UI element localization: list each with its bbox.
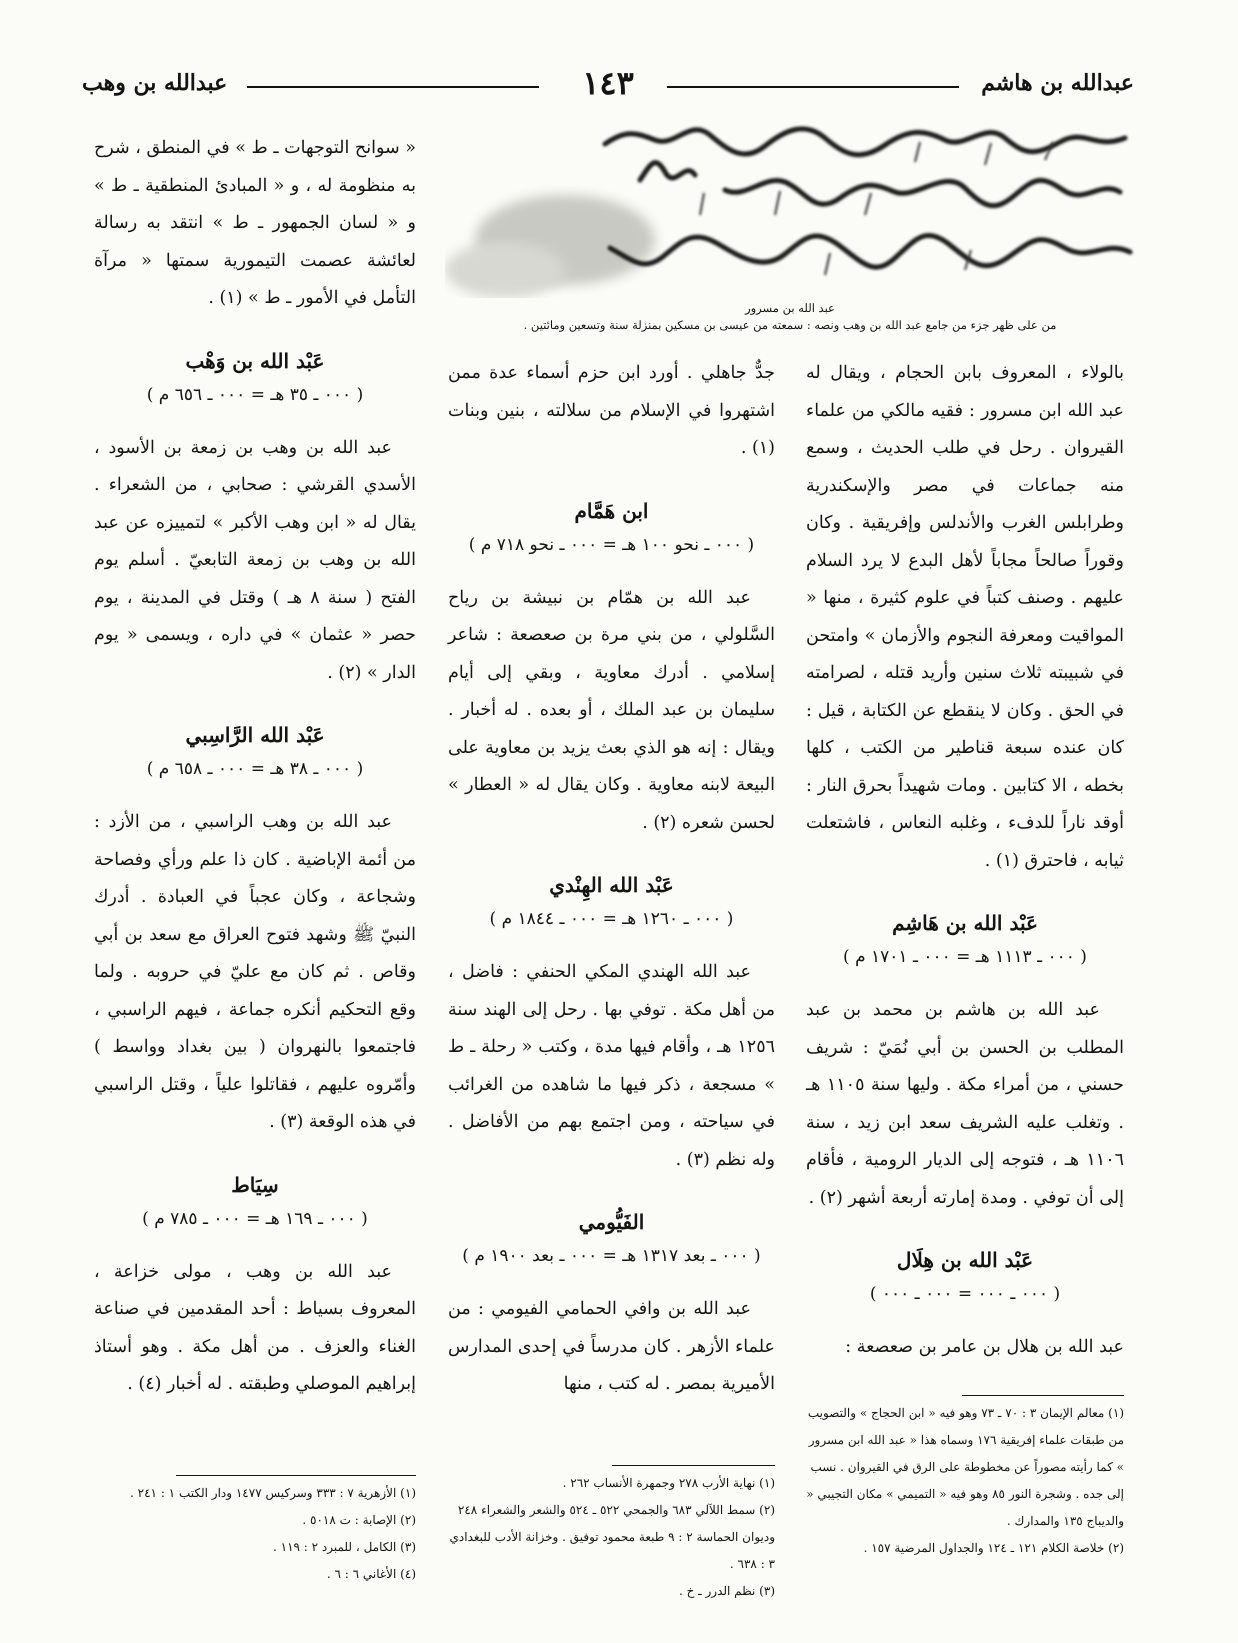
page-number: ١٤٣ xyxy=(582,64,634,102)
entry-title: عَبْد الله بن هِلَال xyxy=(896,1248,1034,1272)
entry-title: عَبْد الله بن هَاشِم xyxy=(892,911,1038,935)
entry-title: الفَيُّومي xyxy=(578,1210,645,1234)
entry-dates: ( ٠٠٠ ـ ١٢٦٠ هـ = ٠٠٠ ـ ١٨٤٤ م ) xyxy=(489,909,734,929)
column-middle xyxy=(448,355,775,1404)
entry-continuation: جدٌّ جاهلي . أورد ابن حزم أسماء عدة ممن اشتهروا في الإسلام من سلالته ، بنين وبنات (١) . xyxy=(448,363,775,458)
footnote: (٢) خلاصة الكلام ١٢١ ـ ١٢٤ والجداول المرضية ١٥٧ . xyxy=(863,1541,1124,1555)
footnote: (١) معالم الإيمان ٣ : ٧٠ ـ ٧٣ وهو فيه « ابن الحجاج » والتصويب من طبقات علماء إفريقية ١٧٦ وسماه هذا « عبد الله ابن مسرور » كما رأيته مصوراً عن مخطوطة على الرق في القيروان . نسب إلى جده . وشجرة النور ٨٥ وهو فيه « التميمي » مكان التجيبي « والديباج ١٣٥ والمدارك . xyxy=(806,1406,1124,1528)
entry-dates: ( ٠٠٠ ـ ٣٥ هـ = ٠٠٠ ـ ٦٥٦ م ) xyxy=(146,384,364,405)
footnote-rule-middle xyxy=(612,1465,775,1466)
entry-dates: ( ٠٠٠ ـ نحو ١٠٠ هـ = ٠٠٠ ـ نحو ٧١٨ م ) xyxy=(468,534,755,555)
entry-text: عبد الله بن هلال بن عامر بن صعصعة : xyxy=(845,1337,1124,1357)
header-right-title: عبدالله بن هاشم xyxy=(981,70,1134,96)
entry-dates: ( ٠٠٠ ـ بعد ١٣١٧ هـ = ٠٠٠ ـ بعد ١٩٠٠ م ) xyxy=(462,1246,761,1266)
entry-title: عَبْد الله بن وَهْب xyxy=(185,348,325,373)
footnote: (٣) نظم الدرر ـ خ . xyxy=(678,1584,775,1598)
footnote: (٢) سمط اللآلي ٦٨٣ والجمحي ٥٢٢ ـ ٥٢٤ والشعر والشعراء ٢٤٨ وديوان الحماسة ٢ : ٩ طبعة محمود توفيق . وخزانة الأدب للبغدادي ٣ : ٦٣٨ . xyxy=(449,1503,775,1571)
entry-dates: ( ٠٠٠ ـ ٣٨ هـ = ٠٠٠ ـ ٦٥٨ م ) xyxy=(146,759,364,779)
entry-title: عَبْد الله الرَّاسِبي xyxy=(185,723,325,747)
entry-title: سِيَاط xyxy=(231,1172,279,1197)
entry-dates: ( ٠٠٠ ـ ١٦٩ هـ = ٠٠٠ ـ ٧٨٥ م ) xyxy=(142,1208,368,1229)
footnote-rule-right xyxy=(962,1395,1124,1396)
column-left xyxy=(94,130,416,1404)
footnote: (٣) الكامل ، للمبرد ٢ : ١١٩ . xyxy=(272,1540,416,1554)
footnote: (١) نهاية الأرب ٢٧٨ وجمهرة الأنساب ٢٦٢ . xyxy=(562,1476,775,1490)
entry-text: عبد الله بن همّام بن نبيشة بن رياح السَّلولي ، من بني مرة بن صعصعة : شاعر إسلامي . أدرك معاوية ، وبقي إلى أيام سليمان بن عبد الملك ، أو بعده . له أخبار . ويقال : إنه هو الذي بعث يزيد بن معاوية على البيعة لابنه معاوية . وكان يقال له « العطار » لحسن شعره (٢) . xyxy=(448,587,775,833)
footnote: (١) الأزهرية ٧ : ٣٣٣ وسركيس ١٤٧٧ ودار الكتب ١ : ٢٤١ . xyxy=(130,1486,416,1500)
footnotes-right xyxy=(806,1400,1124,1562)
entry-continuation: بالولاء ، المعروف بابن الحجام ، ويقال له عبد الله ابن مسرور : فقيه مالكي من علماء القيروان . رحل في طلب الحديث ، وسمع منه جماعات في مصر والإسكندرية وطرابلس الغرب والأندلس وإفريقية . وكان وقوراً صالحاً مجاباً لأهل البدع لا يرد السلام عليهم . وصنف كتباً في علوم كثيرة ، منها « المواقيت ومعرفة النجوم والأزمان » وامتحن في شبيبته ثلاث سنين وأريد قتله ، لصرامته في الحق . وكان لا ينقطع عن الكتابة ، قيل : كان عنده سبعة قناطير من الكتب ، كلها بخطه ، الا كتابين . ومات شهيداً بحرق النار : أوقد ناراً للدفء ، وغلبه النعاس ، فاشتعلت ثيابه ، فاحترق (١) . xyxy=(806,363,1124,871)
entry-title: ابن هَمَّام xyxy=(574,498,649,523)
header-rule-left xyxy=(247,86,539,88)
footnote-rule-left xyxy=(176,1475,416,1476)
footnotes-left xyxy=(94,1480,416,1588)
entry-dates: ( ٠٠٠ ـ ٠٠٠ = ٠٠٠ ـ ٠٠٠ ) xyxy=(869,1284,1061,1304)
footnote: (٢) الإصابة : ت ٥٠١٨ . xyxy=(302,1513,416,1527)
manuscript-image xyxy=(445,120,1135,298)
entry-continuation: « سوانح التوجهات ـ ط » في المنطق ، شرح به منظومة له ، و « المبادئ المنطقية ـ ط » و « لسان الجمهور ـ ط » انتقد به رسالة لعائشة عصمت التيمورية سمتها « مرآة التأمل في الأمور ـ ط » (١) . xyxy=(94,138,416,308)
manuscript-caption xyxy=(445,300,1135,334)
footnotes-middle xyxy=(448,1470,775,1605)
entry-text: عبد الله بن وافي الحمامي الفيومي : من علماء الأزهر . كان مدرساً في إحدى المدارس الأميرية بمصر . له كتب ، منها xyxy=(448,1299,775,1394)
entry-text: عبد الله بن وهب بن زمعة بن الأسود ، الأسدي القرشي : صحابي ، من الشعراء . يقال له « ابن وهب الأكبر » لتمييزه عن عبد الله بن وهب بن زمعة التابعيّ . أسلم يوم الفتح ( سنة ٨ هـ ) وقتل في المدينة ، يوم حصر « عثمان » في داره ، ويسمى « يوم الدار » (٢) . xyxy=(94,437,417,683)
caption-line-2: من على ظهر جزء من جامع عبد الله بن وهب ونصه : سمعته من عيسى بن مسكين بمنزلة سنة وتسعين ومائتين . xyxy=(523,318,1057,332)
header-left-title: عبدالله بن وهب xyxy=(82,70,228,96)
running-header xyxy=(82,62,1134,106)
entry-dates: ( ٠٠٠ ـ ١١١٣ هـ = ٠٠٠ ـ ١٧٠١ م ) xyxy=(843,947,1087,967)
entry-text: عبد الله بن وهب الراسبي ، من الأزد : من أئمة الإباضية . كان ذا علم ورأي وفصاحة وشجاعة ، وكان عجباً في العبادة . أدرك النبيّ ﷺ وشهد فتوح العراق مع سعد بن أبي وقاص . ثم كان مع عليّ في حروبه . ولما وقع التحكيم أنكره جماعة ، فيهم الراسبي ، فاجتمعوا بالنهروان ( بين بغداد وواسط ) وأمّروه عليهم ، فقاتلوا علياً ، وقتل الراسبي في هذه الوقعة (٣) . xyxy=(94,812,416,1132)
caption-line-1: عبد الله بن مسرور xyxy=(745,301,835,315)
entry-text: عبد الله الهندي المكي الحنفي : فاضل ، من أهل مكة . توفي بها . رحل إلى الهند سنة ١٢٥٦ هـ ، وأقام فيها مدة ، وكتب « رحلة ـ ط » مسجعة ، ذكر فيها ما شاهده من الغرائب في سياحته ، ومن اجتمع بهم من الأفاضل . وله نظم (٣) . xyxy=(448,962,775,1170)
column-right xyxy=(806,355,1124,1367)
entry-title: عَبْد الله الهِنْدي xyxy=(549,873,674,897)
footnote: (٤) الأغاني ٦ : ٦ . xyxy=(326,1567,416,1581)
entry-text: عبد الله بن وهب ، مولى خزاعة ، المعروف بسياط : أحد المقدمين في صناعة الغناء والعزف . من أهل مكة . وهو أستاذ إبراهيم الموصلي وطبقته . له أخبار (٤) . xyxy=(94,1261,416,1394)
entry-text: عبد الله بن هاشم بن محمد بن عبد المطلب بن الحسن بن أبي نُمَيّ : شريف حسني ، من أمراء مكة . وليها سنة ١١٠٥ هـ . وتغلب عليه الشريف سعد ابن زيد ، سنة ١١٠٦ هـ ، فتوجه إلى الديار الرومية ، فأقام إلى أن توفي . ومدة إمارته أربعة أشهر (٢) . xyxy=(806,1000,1124,1208)
